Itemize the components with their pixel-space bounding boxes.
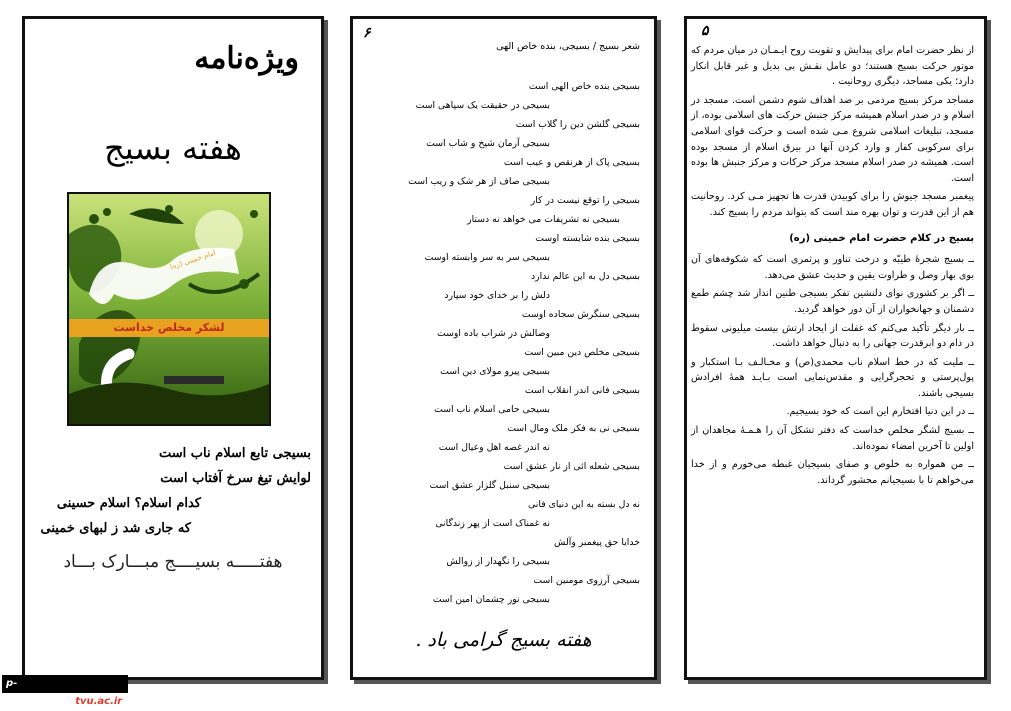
quote-item: ــ بسیج لشگر مخلص خداست که دفتر تشکل آن را هـمـۀ مجاهدان از اولین تا آخرین امضاء نموده‌اند. (691, 425, 974, 452)
poem-line: بسیجی آرزوی مومنین است (533, 575, 640, 586)
poem-line: بسیجی نه تشریفات می خواهد نه دستار (467, 214, 620, 225)
poem-line: بسیجی حامی اسلام ناب است (434, 404, 550, 415)
poem-line: بسیجی بنده خاص الهی است (528, 81, 640, 92)
poem-line: نه غمناک است از پهر زندگانی (435, 518, 550, 529)
quote-item: ــ من همواره به خلوص و صفای بسیجیان غبطه می‌خورم و از خدا می‌خواهم تا با بسیجیانم محشور گرداند. (691, 459, 974, 486)
watermark-domain: tvu.ac.ir (75, 696, 123, 707)
quote-item: ــ بسیج شجرۀ طیبّه و درخت تناور و پرثمری است که شکوفه‌های آن بوی بهار وصل و طراوت یقین و حدیث عشق می‌دهد. (691, 254, 974, 281)
poster-art-icon (69, 194, 269, 424)
article-panel (684, 16, 987, 680)
poem-line: بسیجی را توقع نیست در کار (530, 195, 640, 206)
poem-panel (350, 16, 657, 680)
poem-line: دلش را بر خدای خود سپارد (444, 290, 550, 301)
poster-slogan: لشکر مخلص خداست (113, 321, 225, 334)
poem-line: خدایا حق پیغمبر وآلش (554, 537, 640, 548)
quote-item: ــ اگر بر کشوری نوای دلنشین تفکر بسیجی طنین انداز شد چشم طمع دشمنان و جهانخواران از آن دور خواهد گردید. (691, 288, 974, 315)
poem-line: نه دل بسته به این دنیای فانی (528, 499, 640, 510)
watermark-prefix: p-golpayegan. (6, 678, 76, 707)
cover-subtitle: هفته بسیج (104, 129, 242, 167)
motto-line: بسیجی تابع اسلام ناب است (159, 446, 311, 461)
poem-line: بسیجی مخلص دین مبین است (524, 347, 640, 358)
poster-small-text: امام خمینی (ره) (168, 248, 217, 272)
poem-line: بسیجی آرمان شیخ و شاب است (426, 138, 550, 149)
article-paragraph: پیغمبر مسجد جیوش را برای کوبیدن قدرت ها تجهیز مـی کرد. روحانیت هم از این قدرت و توان بهره مند است که بتواند مردم را بسیج کند. (691, 191, 974, 218)
poem-line: بسیجی را نگهدار از زوالش (446, 556, 550, 567)
poem-line: بسیجی شعله ائی از نار عشق است (503, 461, 640, 472)
quote-item: ــ بار دیگر تأکید می‌کنم که غفلت از ایجاد ارتش بیست میلیونی سقوط در دام دو ابرقدرت جهانی را به دنبال خواهد داشت. (691, 322, 974, 350)
page-number: ۵ (701, 23, 709, 39)
poem-line: بسیجی پاک از هرنقص و عیب است (503, 157, 640, 168)
article-paragraph: مساجد مرکز بسیج مردمی بر ضد اهداف شوم دشمن است. مسجد در اسلام و در صدر اسلام همیشه مرکز جنبش حرکت های اسلامی بوده، از مسجد، تبلیغات اسلامی شروع مـی شده است و حرکت قوای اسلامی برای سرکوبی کفار و وارد کردن آنها در بیرق اسلام از مسجد بوده است. همیشه در صدر اسلام مسجد مرکز حرکات و مرکز جنبش ها بوده است. (691, 94, 974, 184)
poem-line: بسیجی سنبل گلزار عشق است (429, 480, 550, 491)
quote-item: ــ ملیت که در خط اسلام ناب محمدی(ص) و مخـالـف بـا استکبار و پول‌پرستی و تحجرگرایی و مقدس‌نمایی است بـایـد همۀ افرادش بسیجی باشند. (691, 356, 974, 399)
poem-line: بسیجی فانی اندر انقلاب است (524, 385, 640, 396)
poem-line: بسیجی سنگرش سجاده اوست (521, 309, 640, 320)
poem-line: بسیجی دل به این عالم ندارد (530, 271, 640, 282)
poem-line: بسیجی پیرو مولای دین است (440, 366, 550, 377)
poem-list (370, 77, 640, 609)
closing-line: هفته بسیج گرامی باد . (415, 629, 592, 651)
poem-line: بسیجی نی به فکر ملک ومال است (507, 423, 640, 434)
poem-heading: شعر بسیج / بسیجی، بنده خاص الهی (496, 41, 640, 52)
motto-line: لوایش تیغ سرخ آفتاب است (160, 471, 311, 486)
poem-line: بسیجی صاف از هر شک و ریب است (408, 176, 550, 187)
poem-line: بسیجی بنده شایسته اوست (535, 233, 640, 244)
article-body (691, 43, 974, 491)
motto-line: که جاری شد ز لبهای خمینی (40, 521, 191, 536)
motto-line: کدام اسلام؟ اسلام حسینی (56, 496, 201, 511)
poem-line: بسیجی در حقیقت یک سپاهی است (415, 100, 550, 111)
quote-item: ــ در این دنیا افتخارم این است که خود بسیجیم. (786, 406, 974, 418)
cover-title: ویژه‌نامه (194, 41, 299, 76)
poem-line: وصالش در شراب باده اوست (436, 328, 550, 339)
poem-line: بسیجی نور چشمان امین است (432, 594, 550, 605)
basij-poster-image (67, 192, 271, 426)
poem-line: بسیجی گلشن دین را گلاب است (515, 119, 640, 130)
cover-panel (22, 16, 324, 680)
site-watermark (2, 675, 128, 707)
page-number: ۶ (363, 25, 371, 41)
section-heading: بسیج در کلام حضرت امام خمینی (ره) (789, 232, 974, 244)
poem-line: نه اندر غصه اهل وعیال است (438, 442, 550, 453)
poem-line: بسیجی سر به سر وابسته اوست (424, 252, 550, 263)
article-paragraph: از نظر حضرت امام برای پیدایش و تقویت روح ایـمـان در میان مردم که موتور حرکت بسیج هستند؛ دو عامل نقـش بی بدیل و غیر قابل انکار دارد؛ یکی مساجد، دیگری روحانیت . (691, 45, 974, 88)
week-congrats: هفتـــــه بسیــــج مبـــارک بـــاد (63, 552, 283, 572)
